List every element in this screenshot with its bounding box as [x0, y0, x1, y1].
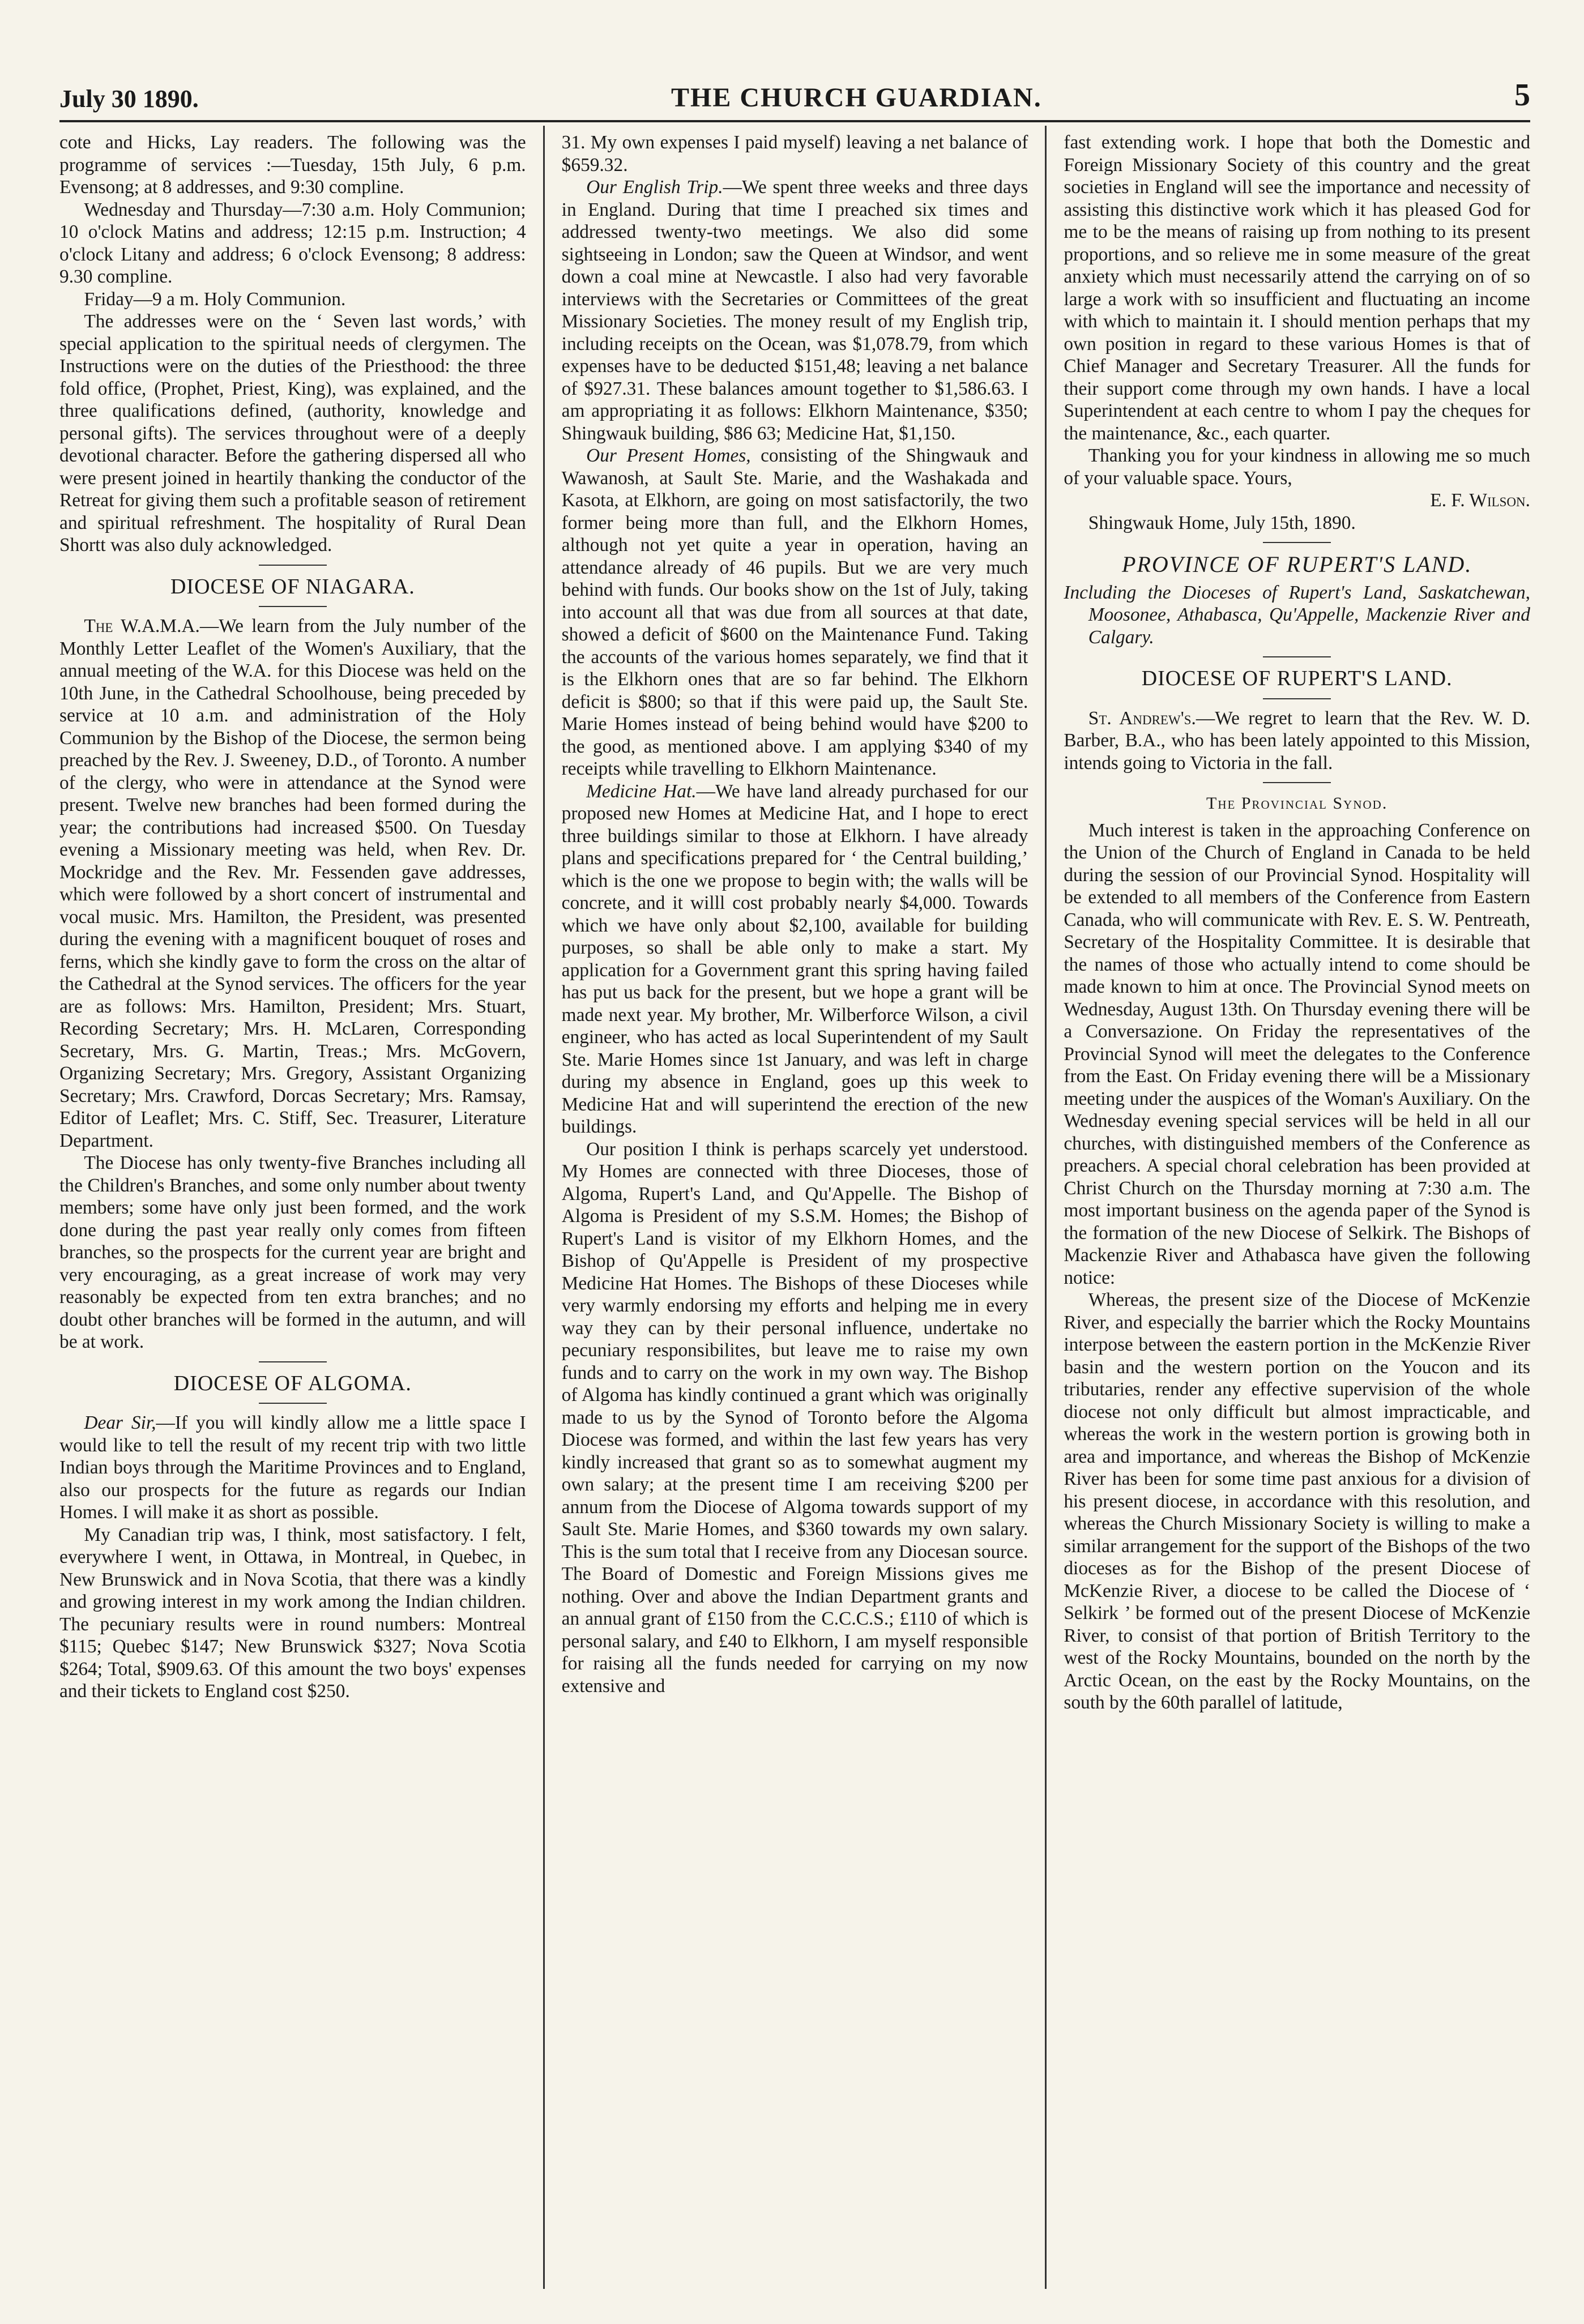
article-paragraph [59, 615, 526, 1152]
paragraph-body: consisting of the Shingwauk and Wawanosh, at Sault Ste. Marie, and the Washakada and Kasota, at Elkhorn, are going on most satisfactorily, the two former being more than full, and the Elkhorn Homes, although not yet quite a year in operation, having an attendance already of 46 pupils. But we are very much behind with funds. Our books show on the 1st of July, taking into account all that was due from all sources at that date, showed a deficit of $600 on the Maintenance Fund. Taking the accounts of the various homes separately, we find that it is the Elkhorn ones that are so far behind. The Elkhorn deficit is $800; so that if this were paid up, the Sault Ste. Marie Homes instead of being behind would have $200 to the good, as mentioned above. I am applying $340 of my receipts while travelling to Elkhorn Maintenance. [561, 445, 1028, 779]
section-divider [259, 606, 327, 607]
article-paragraph [1064, 707, 1530, 775]
paragraph-body: —We learn from the July number of the Monthly Letter Leaflet of the Women's Auxiliary, that the annual meeting of the W.A. for this Diocese was held on the 10th June, in the Cathedral Schoolhouse, being preceded by service at 10 a.m. and administration of the Holy Communion by the Bishop of the Diocese, the sermon being preached by the Rev. J. Sweeney, D.D., of Toronto. A number of the clergy, who were in attendance at the Synod were present. Twelve new branches had been formed during the year; the contributions had increased $500. On Tuesday evening a Missionary meeting was held, when Rev. Dr. Mockridge and the Rev. Mr. Fessenden gave addresses, which were followed by a short concert of instrumental and vocal music. Mrs. Hamilton, the President, was presented during the evening with a magnificent bouquet of roses and ferns, which she kindly gave to form the cross on the altar of the Cathedral at the Synod services. The officers for the year are as follows: Mrs. Hamilton, President; Mrs. Stuart, Recording Secretary; Mrs. H. McLaren, Corresponding Secretary, Mrs. G. Martin, Treas.; Mrs. McGovern, Organizing Secretary; Mrs. Gregory, Assistant Organizing Secretary; Mrs. Crawford, Dorcas Secretary; Mrs. Ramsay, Editor of Leaflet; Mrs. C. Stiff, Sec. Treasurer, Literature Department. [59, 616, 526, 1151]
article-paragraph: Much interest is taken in the approaching Conference on the Union of the Church of England in Canada to be held during the session of our Provincial Synod. Hospitality will be extended to all members of the Conference from Eastern Canada, who will communicate with Rev. E. S. W. Pentreath, Secretary of the Hospitality Committee. It is desirable that the names of those who actually intend to come should be made known to him at once. The Provincial Synod meets on Wednesday, August 13th. On Thursday evening there will be a Conversazione. On Friday the representatives of the Provincial Synod will meet the delegates to the Conference from the East. On Friday evening there will be a Missionary meeting under the auspices of the Woman's Auxiliary. On the Wednesday evening special services will be held in all our churches, with distinguished members of the Conference as preachers. A special choral celebration has been provided at Christ Church on the Thursday morning at 7:30 a.m. The most important business on the agenda paper of the Synod is the formation of the new Diocese of Selkirk. The Bishops of Mackenzie River and Athabasca have given the following notice: [1064, 819, 1531, 1288]
article-paragraph: Thanking you for your kindness in allowing me so much of your valuable space. Yours, [1064, 445, 1531, 489]
page-number: 5 [1514, 78, 1530, 113]
article-paragraph: My Canadian trip was, I think, most satisfactory. I felt, everywhere I went, in Ottawa, in Montreal, in Quebec, in New Brunswick and in Nova Scotia, that there was a kindly and growing interest in my work among the Indian children. The pecuniary results were in round numbers: Montreal $115; Quebec $147; New Brunswick $327; Nova Scotia $264; Total, $909.63. Of this amount the two boys' expenses and their tickets to England cost $250. [59, 1524, 526, 1702]
paragraph-lead: Dear Sir, [84, 1412, 156, 1433]
article-paragraph: The addresses were on the ‘ Seven last words,’ with special application to the spiritual needs of clergymen. The Instructions were on the duties of the Priesthood: the three fold office, (Prophet, Priest, King), was explained, and the three qualifications defined, (authority, knowledge and personal gifts). The services throughout were of a deeply devotional character. Before the gathering dispersed all who were present joined in heartily thanking the conductor of the Retreat for giving them such a profitable season of retirement and spiritual refreshment. The hospitality of Rural Dean Shortt was also duly acknowledged. [59, 311, 526, 556]
section-divider [259, 565, 327, 566]
article-paragraph: Wednesday and Thursday—7:30 a.m. Holy Communion; 10 o'clock Matins and address; 12:15 p.m. Instruction; 4 o'clock Litany and address; 6 o'clock Evensong; 8 address: 9.30 compline. [59, 199, 526, 287]
paragraph-lead: Our English Trip. [586, 177, 723, 198]
article-paragraph: cote and Hicks, Lay readers. The following was the programme of services :—Tuesday, 15th July, 6 p.m. Evensong; at 8 addresses, and 9:30 compline. [59, 132, 526, 198]
paragraph-body: —If you will kindly allow me a little space I would like to tell the result of my recent trip with two little Indian boys through the Maritime Provinces and to England, also our prospects for the future as regards our Indian Homes. I will make it as short as possible. [59, 1412, 526, 1523]
masthead-rule [59, 120, 1530, 122]
article-paragraph: Whereas, the present size of the Diocese of McKenzie River, and especially the barrier which the Rocky Mountains interpose between the eastern portion in the McKenzie River basin and the western portion on the Youcon and its tributaries, render any effective supervision of the whole diocese not only difficult but almost impracticable, and whereas the work in the western portion is growing both in area and importance, and whereas the Bishop of McKenzie River has been for some time past anxious for a division of his present diocese, in accordance with this resolution, and whereas the Church Missionary Society is willing to make a similar arrangement for the support of the Bishops of the two dioceses as for the Bishop of the present Diocese of McKenzie River, a diocese to be called the Diocese of ‘ Selkirk ’ be formed out of the present Diocese of McKenzie River, to consist of that portion of British Territory to the west of the Rocky Mountains, bounded on the north by the Arctic Ocean, on the east by the Rocky Mountains, on the south by the 60th parallel of latitude, [1064, 1289, 1531, 1713]
section-divider [1263, 542, 1331, 543]
section-divider [1263, 656, 1331, 657]
section-divider [259, 1361, 327, 1362]
article-paragraph [562, 176, 1028, 445]
column-1 [59, 126, 543, 2289]
paragraph-body: —We spent three weeks and three days in England. During that time I preached six times and addressed twenty-two meetings. We also did some sightseeing in London; saw the Queen at Windsor, and went down a coal mine at Newcastle. I also had very favorable interviews with the Secretaries or Committees of the great Missionary Societies. The money result of my English trip, including receipts on the Ocean, was $1,078.79, from which expenses have to be deducted $151,48; leaving a net balance of $927.31. These balances amount together to $1,586.63. I am appropriating it as follows: Elkhorn Maintenance, $350; Shingwauk building, $86 63; Medicine Hat, $1,150. [561, 177, 1028, 444]
paragraph-body: —We regret to learn that the Rev. W. D. Barber, B.A., who has been lately appointed to this Mission, intends going to Victoria in the fall. [1064, 707, 1531, 774]
place-date: Shingwauk Home, July 15th, 1890. [1088, 512, 1356, 533]
paragraph-lead: St. Andrew's. [1088, 707, 1196, 729]
article-paragraph: fast extending work. I hope that both the Domestic and Foreign Missionary Society of this country and the great societies in England will see the importance and necessity of assisting this distinctive work which it has pleased God for me to be the means of raising up from nothing to its present proportions, and so relieve me in some measure of the great anxiety which must necessarily attend the carrying on of so large a work with so insufficient and fluctuating an income with which to maintain it. I should mention perhaps that my own position in regard to these various Homes is that of Chief Manager and Secretary Treasurer. All the funds for their support come through my own hands. I have a local Superintendent at each centre to whom I pay the cheques for the maintenance, &c., each quarter. [1064, 132, 1531, 444]
article-paragraph [562, 780, 1028, 1138]
paragraph-lead: Our Present Homes, [586, 445, 751, 466]
columns [59, 126, 1530, 2289]
article-paragraph: Our position I think is perhaps scarcely yet understood. My Homes are connected with three Dioceses, those of Algoma, Rupert's Land, and Qu'Appelle. The Bishop of Algoma is President of my S.S.M. Homes; the Bishop of Rupert's Land is visitor of my Elkhorn Homes, and the Bishop of Qu'Appelle is President of my prospective Medicine Hat Homes. The Bishops of these Dioceses while very warmly endorsing my efforts and helping me in every way they can by their personal influence, undertake no pecuniary responsibilites, but leave me to raise my own funds and to carry on the work in my own way. The Bishop of Algoma has kindly continued a grant which was originally made to us by the Synod of Toronto before the Algoma Diocese was formed, and within the last few years has very kindly increased that grant so as to somewhat augment my own salary; at the present time I am receiving $200 per annum from the Diocese of Algoma towards support of my Sault Ste. Marie Homes, and $360 towards my own salary. This is the sum total that I receive from any Diocesan source. The Board of Domestic and Foreign Missions gives me nothing. Over and above the Indian Department grants and an annual grant of £150 from the C.C.C.S.; £110 of which is personal salary, and £40 to Elkhorn, I am myself responsible for raising all the funds needed for carrying on my now extensive and [561, 1138, 1028, 1697]
paragraph-lead: The W.A.M.A. [84, 616, 200, 636]
section-divider [259, 1403, 327, 1404]
column-3 [1045, 126, 1530, 2289]
section-heading-synod: The Provincial Synod. [1206, 794, 1388, 813]
newspaper-title: THE CHURCH GUARDIAN. [671, 83, 1042, 113]
article-paragraph: Friday—9 a m. Holy Communion. [84, 288, 346, 310]
column-2 [543, 126, 1045, 2289]
section-heading-algoma: DIOCESE OF ALGOMA. [173, 1371, 412, 1395]
issue-date: July 30 1890. [59, 85, 199, 113]
section-subheading: Including the Dioceses of Rupert's Land, Saskatchewan, Moosonee, Athabasca, Qu'Appelle, Mackenzie River and Calgary. [1064, 582, 1531, 648]
article-paragraph [59, 1412, 526, 1524]
article-paragraph: The Diocese has only twenty-five Branches including all the Children's Branches, and some only number about twenty members; some have only just been formed, and the work done during the past year really only comes from fifteen branches, so the prospects for the current year are bright and very encouraging, as a great increase of work may very reasonably be expected from ten extra branches; and no doubt other branches will be formed in the autumn, and will be at work. [59, 1152, 526, 1352]
article-paragraph [562, 445, 1028, 780]
section-heading-niagara: DIOCESE OF NIAGARA. [170, 574, 415, 599]
paragraph-body: —We have land already purchased for our proposed new Homes at Medicine Hat, and I hope to erect three buildings similar to those at Elkhorn. I have already plans and specifications prepared for ‘ the Central building,’ which is the one we propose to begin with; the walls will be concrete, and it willl cost probably nearly $4,000. Towards which we have only about $2,100, available for building purposes, so shall be able only to make a start. My application for a Government grant this spring having failed has put us back for the present, but we hope a grant will be made next year. My brother, Mr. Wilberforce Wilson, a civil engineer, who has acted as local Superintendent of my Sault Ste. Marie Homes since 1st January, and was left in charge during my absence in England, goes up this week to Medicine Hat and will superintend the erection of the new buildings. [561, 780, 1028, 1137]
article-paragraph: 31. My own expenses I paid myself) leaving a net balance of $659.32. [561, 132, 1028, 176]
signature: E. F. Wilson. [1430, 490, 1531, 511]
section-divider [1263, 698, 1331, 699]
paragraph-lead: Medicine Hat. [586, 780, 697, 802]
section-heading-ruperts-land: DIOCESE OF RUPERT'S LAND. [1141, 667, 1453, 690]
section-divider [1263, 782, 1331, 783]
section-heading-province: PROVINCE OF RUPERT'S LAND. [1122, 552, 1472, 577]
masthead [59, 79, 1530, 113]
